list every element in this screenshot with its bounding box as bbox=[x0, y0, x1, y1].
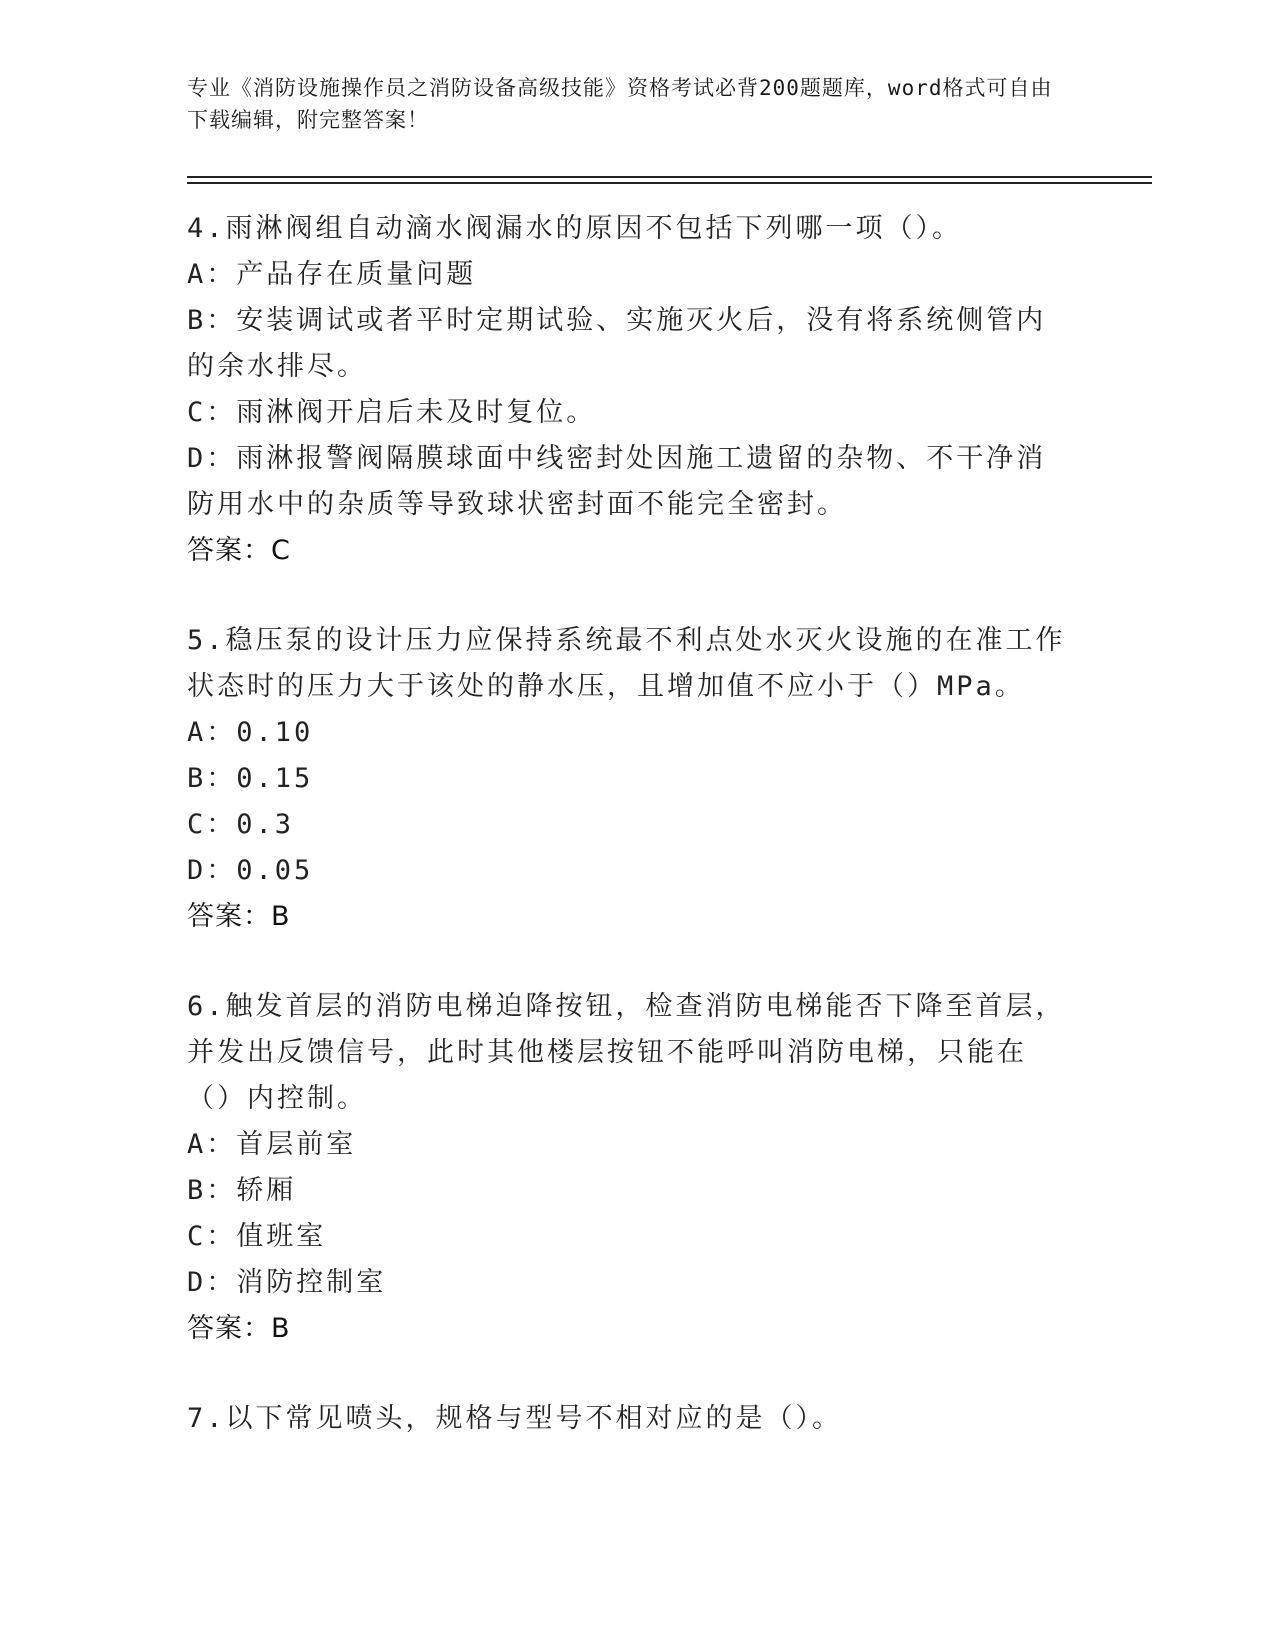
question-list bbox=[187, 206, 1067, 1486]
question-stem: 4.雨淋阀组自动滴水阀漏水的原因不包括下列哪一项（）。 bbox=[187, 213, 963, 244]
question-5 bbox=[187, 618, 1067, 940]
option-b: B：0.15 bbox=[187, 763, 314, 794]
answer: 答案：B bbox=[187, 901, 291, 932]
header-divider-top bbox=[187, 176, 1152, 178]
option-b: B：安装调试或者平时定期试验、实施灭火后，没有将系统侧管内的余水排尽。 bbox=[187, 305, 1047, 382]
option-c: C：0.3 bbox=[187, 809, 295, 840]
option-d: D：消防控制室 bbox=[187, 1267, 387, 1298]
option-a: A：首层前室 bbox=[187, 1129, 357, 1160]
option-b: B：轿厢 bbox=[187, 1175, 297, 1206]
document-header: 专业《消防设施操作员之消防设备高级技能》资格考试必背200题题库，word格式可自由下载编辑，附完整答案！ bbox=[187, 76, 1053, 132]
answer: 答案：B bbox=[187, 1313, 291, 1344]
question-4 bbox=[187, 206, 1067, 574]
answer: 答案：C bbox=[187, 535, 291, 566]
question-6 bbox=[187, 984, 1067, 1352]
question-stem: 7.以下常见喷头，规格与型号不相对应的是（）。 bbox=[187, 1403, 843, 1434]
question-7 bbox=[187, 1396, 1067, 1442]
option-a: A：0.10 bbox=[187, 717, 314, 748]
header-divider-bottom bbox=[187, 182, 1152, 184]
option-d: D：0.05 bbox=[187, 855, 314, 886]
option-c: C：值班室 bbox=[187, 1221, 327, 1252]
option-a: A：产品存在质量问题 bbox=[187, 259, 477, 290]
option-c: C：雨淋阀开启后未及时复位。 bbox=[187, 397, 597, 428]
question-stem: 6.触发首层的消防电梯迫降按钮，检查消防电梯能否下降至首层，并发出反馈信号，此时其他楼层按钮不能呼叫消防电梯，只能在（）内控制。 bbox=[187, 991, 1066, 1114]
question-stem: 5.稳压泵的设计压力应保持系统最不利点处水灭火设施的在准工作状态时的压力大于该处的静水压，且增加值不应小于（）MPa。 bbox=[187, 625, 1066, 702]
option-d: D：雨淋报警阀隔膜球面中线密封处因施工遗留的杂物、不干净消防用水中的杂质等导致球状密封面不能完全密封。 bbox=[187, 443, 1047, 520]
